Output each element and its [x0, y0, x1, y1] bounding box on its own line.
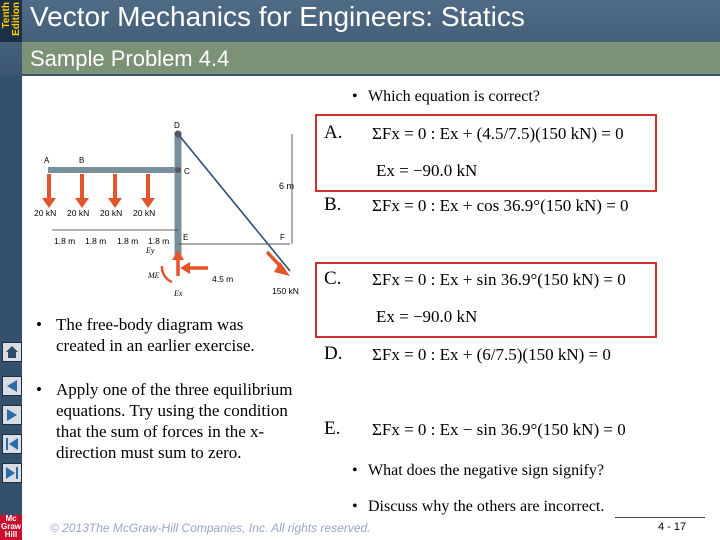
logo-line-3: Hill: [4, 530, 18, 539]
option-d-equation: ΣFx = 0 : Ex + (6/7.5)(150 kN) = 0: [372, 345, 611, 364]
page-divider: [615, 517, 705, 518]
load-label-4: 20 kN: [133, 208, 156, 218]
label-f: F: [280, 233, 285, 242]
force-label: 150 kN: [272, 286, 299, 296]
bullet-dot-3: •: [352, 462, 358, 479]
bullet-dot-1: •: [36, 315, 42, 334]
triangle-left-icon: [3, 377, 21, 395]
bullet-dot-2: •: [36, 380, 42, 399]
next-button[interactable]: [2, 405, 22, 425]
height-label: 6 m: [279, 181, 295, 191]
option-e-label[interactable]: E.: [324, 418, 341, 439]
option-c-label[interactable]: C.: [324, 268, 342, 289]
slide-title: Vector Mechanics for Engineers: Statics: [30, 1, 525, 32]
home-button[interactable]: [2, 342, 22, 362]
me-label: ME: [148, 271, 160, 280]
label-b: B: [79, 156, 85, 165]
mcgraw-hill-logo: [0, 515, 22, 540]
home-icon: [3, 343, 21, 361]
bullet-negative-sign: What does the negative sign signify?: [368, 462, 604, 479]
page-number: 4 - 17: [658, 521, 687, 533]
label-c: C: [184, 167, 190, 176]
skip-back-icon: [3, 435, 21, 453]
ey-label: Ey: [146, 246, 155, 255]
option-a-equation: ΣFx = 0 : Ex + (4.5/7.5)(150 kN) = 0: [372, 124, 624, 143]
label-d: D: [174, 121, 180, 130]
label-e: E: [183, 233, 189, 242]
pin-d: [175, 131, 182, 138]
logo-line-2: Graw: [0, 522, 21, 531]
option-d-label[interactable]: D.: [324, 343, 343, 364]
option-b-equation: ΣFx = 0 : Ex + cos 36.9°(150 kN) = 0: [372, 196, 629, 215]
edition-badge: [0, 0, 22, 42]
spacing-label-4: 1.8 m: [148, 236, 170, 246]
edition-line-1: Tenth: [1, 2, 12, 29]
cable-df: [178, 134, 290, 271]
option-a-label[interactable]: A.: [324, 122, 343, 143]
option-a-result: Ex = −90.0 kN: [376, 161, 478, 180]
bullet-discuss: Discuss why the others are incorrect.: [368, 498, 605, 515]
question-text: Which equation is correct?: [368, 88, 540, 105]
bullet-equilibrium: Apply one of the three equilibrium equations. Try using the condition that the sum of forces in the x-direction must sum to zero.: [56, 380, 293, 462]
free-body-diagram: [22, 116, 312, 301]
ex-label: Ex: [174, 289, 183, 298]
horizontal-label: 4.5 m: [212, 274, 234, 284]
spacing-label-3: 1.8 m: [117, 236, 139, 246]
triangle-right-icon: [3, 406, 21, 424]
slide-subtitle: Sample Problem 4.4: [30, 46, 230, 71]
bullet-dot-4: •: [352, 498, 358, 515]
option-b-label[interactable]: B.: [324, 194, 342, 215]
load-label-3: 20 kN: [100, 208, 123, 218]
logo-line-1: Mc: [5, 514, 17, 523]
spacing-label-1: 1.8 m: [54, 236, 76, 246]
label-a: A: [44, 156, 50, 165]
option-c-equation: ΣFx = 0 : Ex + sin 36.9°(150 kN) = 0: [372, 270, 626, 289]
question-bullet: •: [352, 88, 358, 105]
skip-forward-icon: [3, 464, 21, 482]
spacing-label-2: 1.8 m: [85, 236, 107, 246]
last-button[interactable]: [2, 463, 22, 483]
first-button[interactable]: [2, 434, 22, 454]
pin-c: [175, 167, 181, 173]
load-label-1: 20 kN: [34, 208, 57, 218]
option-e-equation: ΣFx = 0 : Ex − sin 36.9°(150 kN) = 0: [372, 420, 626, 439]
option-c-result: Ex = −90.0 kN: [376, 307, 478, 326]
bullet-fbd: The free-body diagram was created in an earlier exercise.: [56, 315, 255, 355]
prev-button[interactable]: [2, 376, 22, 396]
load-label-2: 20 kN: [67, 208, 90, 218]
copyright-notice: © 2013The McGraw-Hill Companies, Inc. All rights reserved.: [50, 521, 371, 535]
edition-line-2: Edition: [11, 2, 22, 36]
